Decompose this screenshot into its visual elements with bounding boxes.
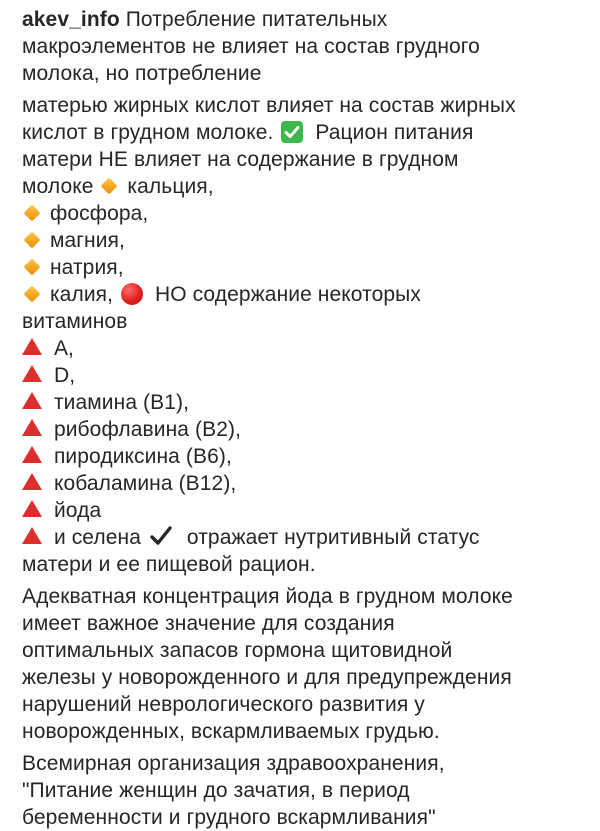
caption-line bbox=[22, 254, 587, 281]
caption-line bbox=[22, 362, 587, 389]
orange-diamond-icon bbox=[101, 178, 118, 195]
red-triangle-icon bbox=[22, 473, 42, 490]
caption-line: витаминов bbox=[22, 310, 128, 333]
caption-text: магния, bbox=[49, 229, 125, 252]
caption-line: Всемирная организация здравоохранения, bbox=[22, 752, 445, 775]
caption-line: оптимальных запасов гормона щитовидной bbox=[22, 639, 453, 662]
orange-diamond-icon bbox=[24, 259, 41, 276]
red-triangle-icon bbox=[22, 419, 42, 436]
caption-text: кобаламина (B12), bbox=[53, 472, 237, 495]
caption-text: кальция, bbox=[127, 175, 214, 198]
caption-line: нарушений неврологического развития у bbox=[22, 693, 425, 716]
caption-line bbox=[22, 6, 587, 33]
orange-diamond-icon bbox=[24, 232, 41, 249]
caption-line bbox=[22, 119, 587, 146]
caption-text: Рацион питания bbox=[315, 121, 474, 144]
caption-line bbox=[22, 173, 587, 200]
caption-text: D, bbox=[53, 364, 76, 387]
caption-text: отражает нутритивный статус bbox=[186, 526, 480, 549]
orange-diamond-icon bbox=[24, 286, 41, 303]
caption-line: "Питание женщин до зачатия, в период bbox=[22, 779, 410, 802]
caption-text: и селена bbox=[53, 526, 141, 549]
caption-line: беременности и грудного вскармливания" bbox=[22, 806, 436, 829]
caption-line: Адекватная концентрация йода в грудном молоке bbox=[22, 585, 513, 608]
caption-text: фосфора, bbox=[49, 202, 149, 225]
caption-line bbox=[22, 200, 587, 227]
red-triangle-icon bbox=[22, 527, 42, 544]
caption-line bbox=[22, 497, 587, 524]
caption-line: матери НЕ влияет на содержание в грудном bbox=[22, 148, 459, 171]
red-triangle-icon bbox=[22, 338, 42, 355]
caption-text: НО содержание некоторых bbox=[154, 283, 421, 306]
caption-line: матери и ее пищевой рацион. bbox=[22, 553, 316, 576]
caption-line bbox=[22, 524, 587, 551]
red-triangle-icon bbox=[22, 446, 42, 463]
caption-line bbox=[22, 416, 587, 443]
caption-line: имеет важное значение для создания bbox=[22, 612, 395, 635]
caption-text: А, bbox=[53, 337, 74, 360]
red-triangle-icon bbox=[22, 365, 42, 382]
caption-line bbox=[22, 443, 587, 470]
red-circle-icon bbox=[121, 283, 143, 305]
username-link[interactable]: akev_info bbox=[22, 8, 120, 31]
caption-line: макроэлементов не влияет на состав грудного bbox=[22, 35, 480, 58]
orange-diamond-icon bbox=[24, 205, 41, 222]
caption-line: железы у новорожденного и для предупреждения bbox=[22, 666, 512, 689]
caption-text: Потребление питательных bbox=[125, 8, 388, 31]
caption-text: рибофлавина (B2), bbox=[53, 418, 242, 441]
white-check-mark-box-icon bbox=[281, 121, 303, 143]
red-triangle-icon bbox=[22, 392, 42, 409]
caption-text: калия, bbox=[49, 283, 114, 306]
caption-line: матерью жирных кислот влияет на состав жирных bbox=[22, 94, 516, 117]
caption-line: молока, но потребление bbox=[22, 62, 262, 85]
caption-text: натрия, bbox=[49, 256, 124, 279]
post-caption bbox=[22, 6, 587, 831]
caption-line bbox=[22, 281, 587, 308]
caption-line bbox=[22, 227, 587, 254]
caption-line bbox=[22, 335, 587, 362]
caption-text: кислот в грудном молоке. bbox=[22, 121, 274, 144]
caption-text: йода bbox=[53, 499, 102, 522]
heavy-check-mark-icon bbox=[149, 525, 173, 547]
caption-line bbox=[22, 470, 587, 497]
caption-text: тиамина (B1), bbox=[53, 391, 190, 414]
red-triangle-icon bbox=[22, 500, 42, 517]
caption-text: молоке bbox=[22, 175, 94, 198]
caption-text: пиродиксина (B6), bbox=[53, 445, 232, 468]
caption-line bbox=[22, 389, 587, 416]
caption-line: новорожденных, вскармливаемых грудью. bbox=[22, 720, 440, 743]
